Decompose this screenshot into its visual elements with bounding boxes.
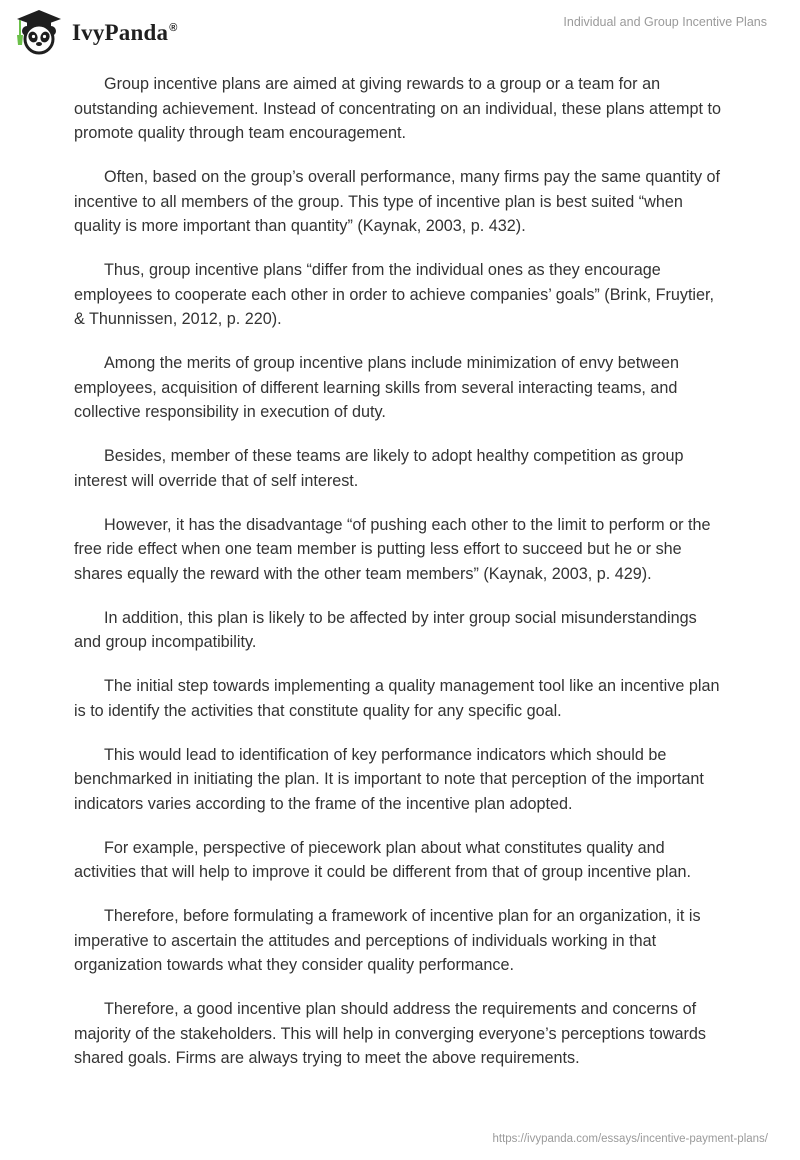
registered-mark: ® — [169, 22, 178, 34]
document-title: Individual and Group Incentive Plans — [563, 15, 767, 29]
source-url[interactable]: https://ivypanda.com/essays/incentive-payment-plans/ — [492, 1133, 768, 1145]
paragraph: However, it has the disadvantage “of pushing each other to the limit to perform or the free ride effect when one team member is putting less effort to succeed but he or she shares equally the reward with the other team members” (Kaynak, 2003, p. 429). — [74, 515, 711, 583]
paragraph: The initial step towards implementing a quality management tool like an incentive plan is to identify the activities that constitute quality for any specific goal. — [74, 677, 720, 720]
paragraph: Thus, group incentive plans “differ from the individual ones as they encourage employees to cooperate each other in order to achieve companies’ goals” (Brink, Fruytier, & Thunnissen, 2012, p. 220). — [74, 261, 715, 328]
paragraph: Therefore, before formulating a framework of incentive plan for an organization, it is imperative to ascertain the attitudes and perceptions of individuals working in that organization towards what they consider quality performance. — [74, 907, 701, 974]
paragraph: For example, perspective of piecework plan about what constitutes quality and activities that will help to improve it could be different from that of group incentive plan. — [74, 838, 691, 881]
essay-body — [74, 72, 728, 1090]
paragraph: Often, based on the group’s overall performance, many firms pay the same quantity of incentive to all members of the group. This type of incentive plan is best suited “when quality is more important than quantity” (Kaynak, 2003, p. 432). — [74, 168, 721, 235]
paragraph: Therefore, a good incentive plan should address the requirements and concerns of majority of the stakeholders. This will help in converging everyone’s perceptions towards shared goals. Firms are always trying to meet the above requirements. — [74, 1000, 706, 1067]
brand-logo[interactable] — [14, 8, 178, 56]
page-header — [0, 0, 800, 62]
panda-graduate-icon — [14, 8, 64, 56]
paragraph: Among the merits of group incentive plans include minimization of envy between employees, acquisition of different learning skills from several interacting teams, and collective responsibility in execution of duty. — [74, 354, 679, 421]
brand-name-text: IvyPanda — [72, 20, 169, 45]
paragraph: This would lead to identification of key performance indicators which should be benchmarked in initiating the plan. It is important to note that perception of the important indicators varies according to the frame of the incentive plan adopted. — [74, 745, 704, 813]
brand-name — [72, 20, 178, 46]
paragraph: Besides, member of these teams are likely to adopt healthy competition as group interest will override that of self interest. — [74, 447, 684, 490]
paragraph: Group incentive plans are aimed at giving rewards to a group or a team for an outstanding achievement. Instead of concentrating on an individual, these plans attempt to promote quality through team encouragement. — [74, 75, 722, 142]
paragraph: In addition, this plan is likely to be affected by inter group social misunderstandings and group incompatibility. — [74, 608, 697, 651]
